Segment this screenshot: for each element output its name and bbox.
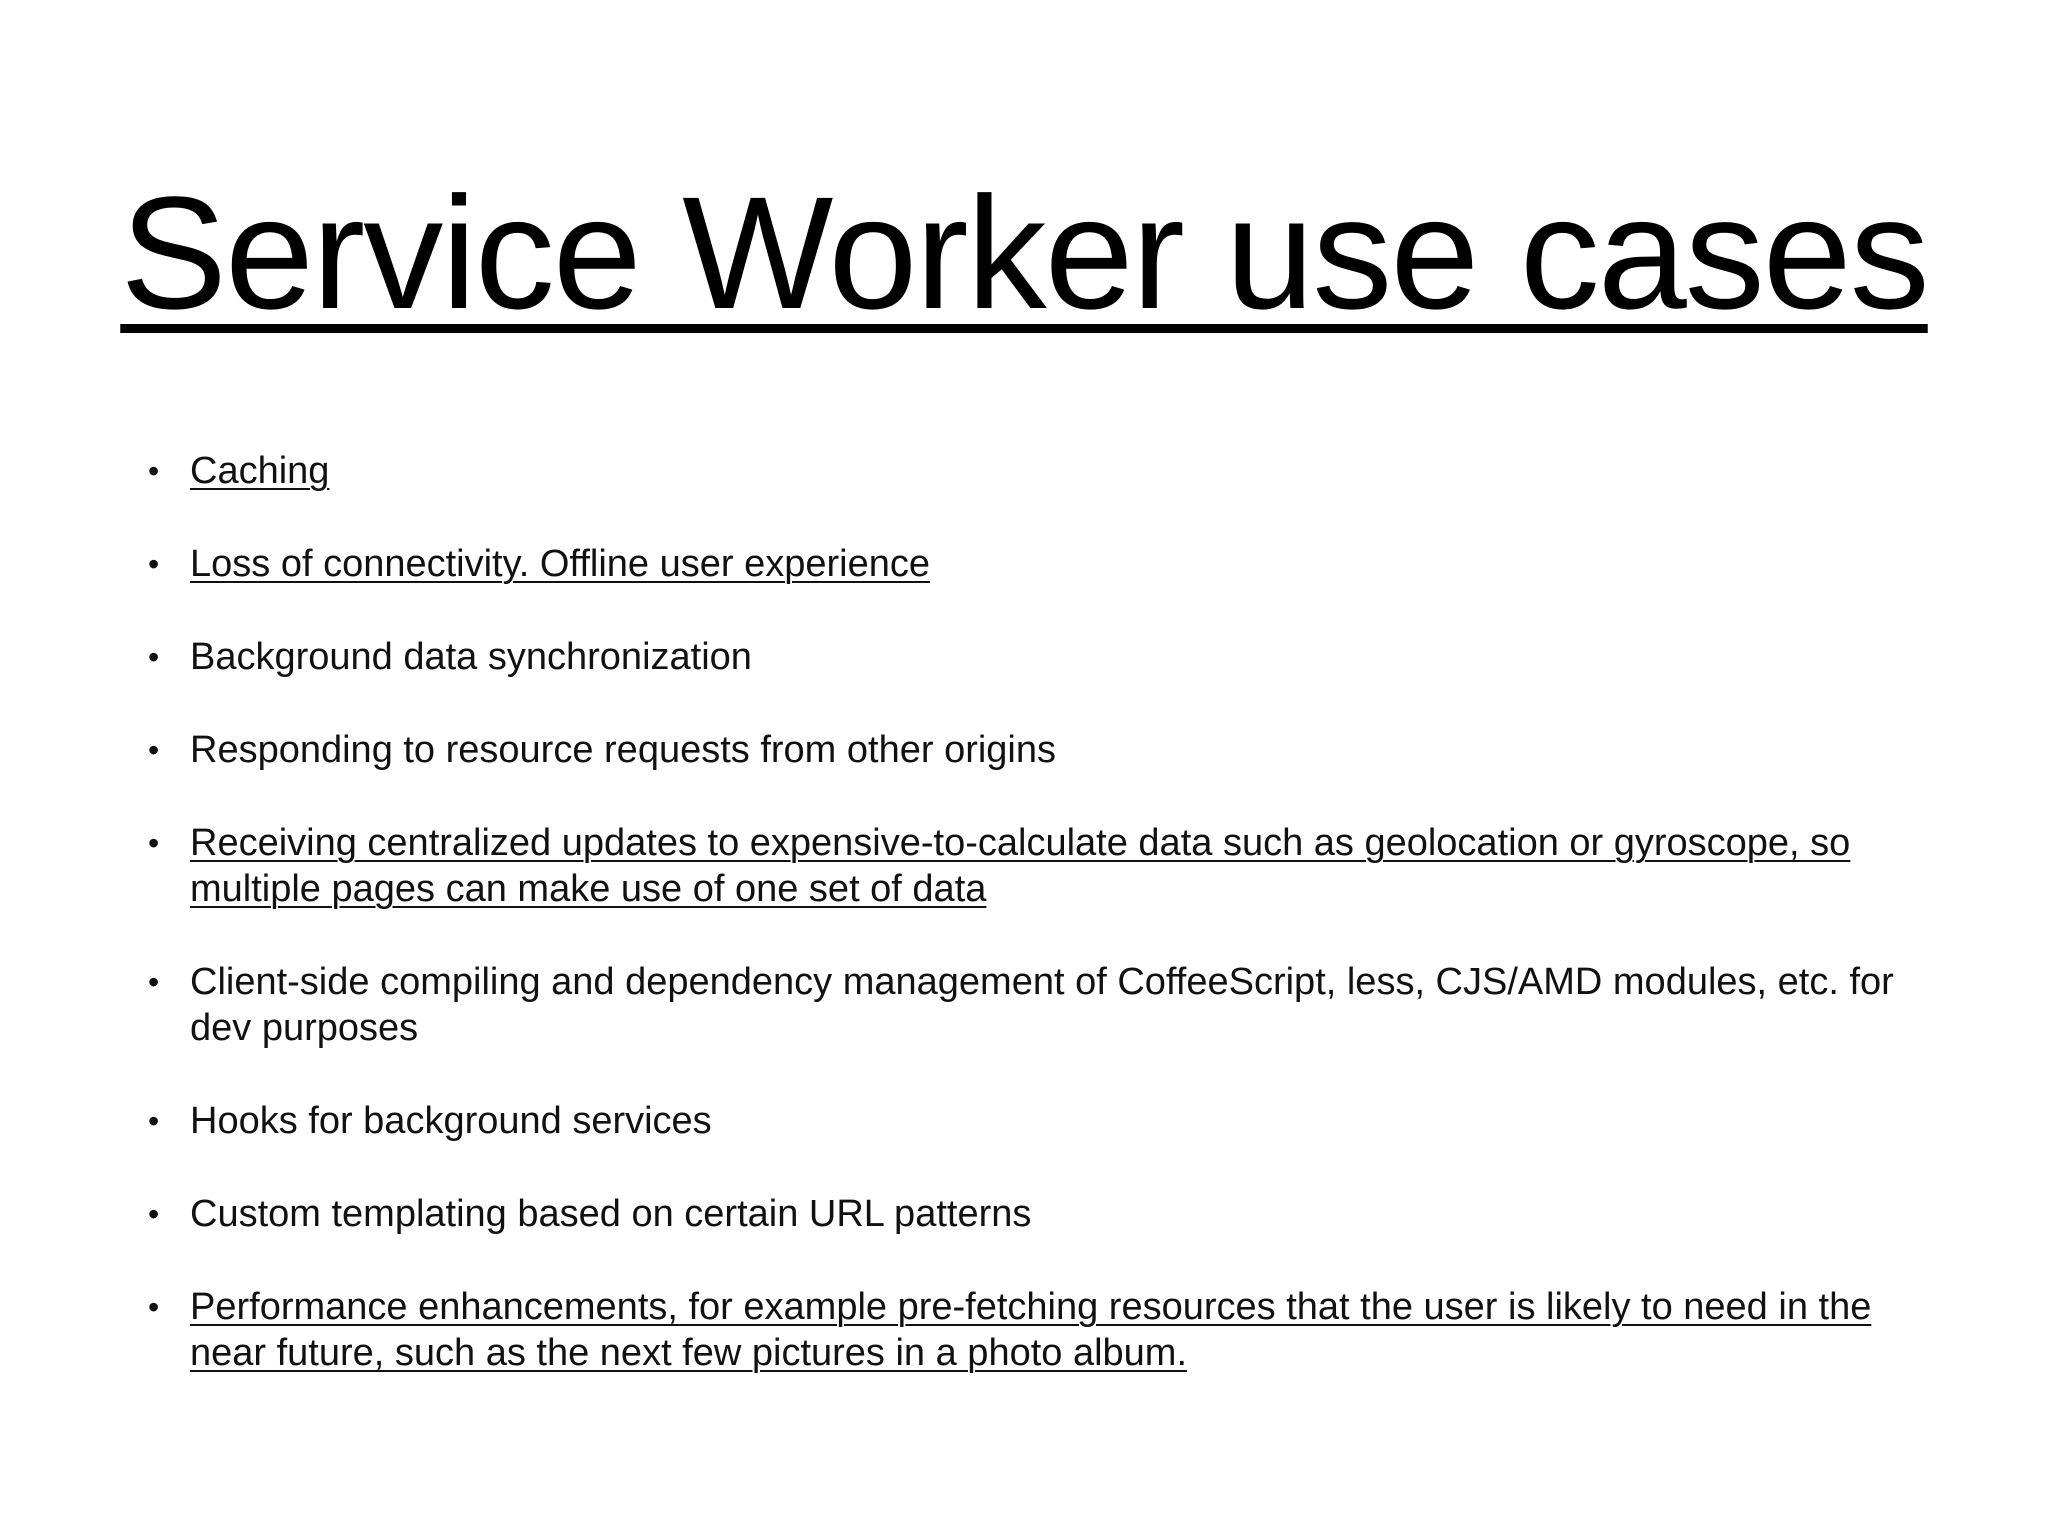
bullet-item-client-compiling (148, 959, 1928, 1051)
bullet-item-performance (148, 1284, 1928, 1376)
bullet-dot-icon: • (148, 546, 160, 582)
bullet-text-cross-origin: Responding to resource requests from other origins (190, 729, 1057, 771)
bullet-item-caching (148, 448, 1928, 494)
bullet-text-background-sync: Background data synchronization (190, 636, 752, 678)
bullet-item-background-sync (148, 634, 1928, 680)
bullet-list (148, 448, 1928, 1423)
bullet-link-caching[interactable]: Caching (190, 450, 330, 492)
bullet-link-centralized-updates[interactable]: Receiving centralized updates to expensive-to-calculate data such as geolocation or gyroscope, so multiple pages can make use of one set of data (190, 822, 1851, 910)
bullet-item-templating (148, 1191, 1928, 1237)
bullet-dot-icon: • (148, 453, 160, 489)
bullet-item-offline (148, 541, 1928, 587)
bullet-text-hooks: Hooks for background services (190, 1100, 712, 1142)
slide-title: Service Worker use cases (120, 163, 1928, 342)
bullet-link-performance[interactable]: Performance enhancements, for example pre-fetching resources that the user is likely to need in the near future, such as the next few pictures in a photo album. (190, 1286, 1872, 1374)
bullet-item-centralized-updates (148, 820, 1928, 912)
bullet-dot-icon: • (148, 732, 160, 768)
bullet-text-client-compiling: Client-side compiling and dependency management of CoffeeScript, less, CJS/AMD modules, etc. for dev purposes (190, 961, 1894, 1049)
bullet-text-templating: Custom templating based on certain URL patterns (190, 1193, 1032, 1235)
bullet-dot-icon: • (148, 1289, 160, 1325)
bullet-dot-icon: • (148, 825, 160, 861)
bullet-dot-icon: • (148, 639, 160, 675)
bullet-dot-icon: • (148, 1196, 160, 1232)
bullet-item-cross-origin (148, 727, 1928, 773)
bullet-link-offline[interactable]: Loss of connectivity. Offline user experience (190, 543, 930, 585)
bullet-dot-icon: • (148, 1103, 160, 1139)
bullet-item-hooks (148, 1098, 1928, 1144)
bullet-dot-icon: • (148, 964, 160, 1000)
